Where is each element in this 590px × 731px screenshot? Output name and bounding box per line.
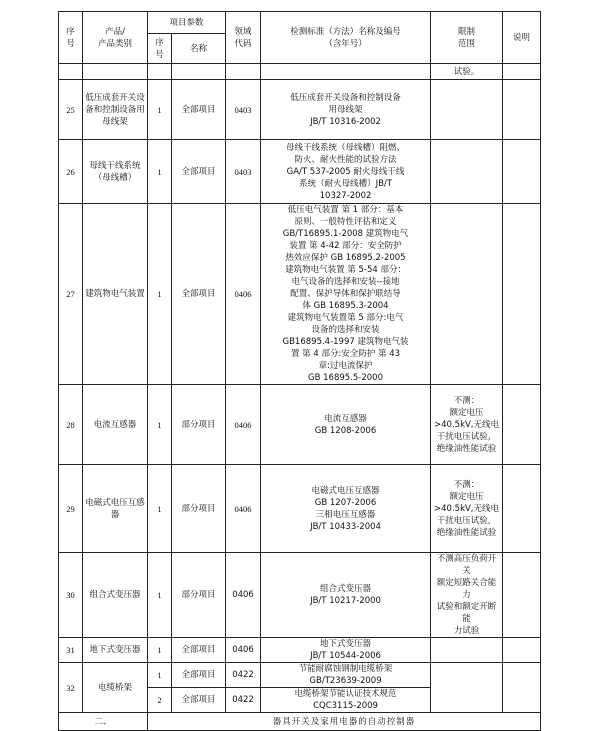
limit-text-line: 额定电压 — [449, 491, 484, 502]
standard-text-line: 体 GB 16895.3-2004 — [302, 301, 389, 311]
standard-text-line: 节能耐腐蚀钢制电缆桥架 — [298, 664, 393, 674]
standard-text-line: 用母线架 — [328, 104, 363, 115]
standard-text-line: JB/T 10217-2000 — [310, 596, 381, 606]
standard-text-line: GB16895.4-1997 建筑物电气装 — [282, 337, 409, 347]
item-number: 1 — [148, 80, 172, 140]
standard-text-line: JB/T 10544-2006 — [310, 651, 381, 661]
cell-empty — [83, 64, 148, 80]
header-param-seq — [148, 34, 172, 64]
standard-text — [261, 140, 431, 204]
standard-text-line: 组合式变压器 — [320, 584, 372, 594]
item-name: 全部项目 — [172, 140, 226, 204]
limit-text — [431, 638, 503, 663]
item-name: 全部项目 — [172, 638, 226, 663]
continuation-row — [59, 64, 541, 80]
standard-text-line: 原则、一般特性评估和定义 — [294, 217, 397, 227]
item-name: 部分项目 — [172, 553, 226, 638]
item-number: 1 — [148, 140, 172, 204]
product-name: 建筑物电气装置 — [83, 204, 148, 385]
product-name: 电磁式电压互感器 — [83, 465, 148, 553]
note-cell — [503, 140, 541, 204]
standard-text-line: GB 1207-2006 — [314, 497, 377, 508]
limit-text-line: >40.5kV,无线电 — [434, 419, 500, 430]
cell-empty — [503, 64, 541, 80]
table-row — [59, 553, 541, 638]
standard-text-line: GB 1208-2006 — [314, 425, 377, 436]
header-seq — [59, 12, 83, 64]
product-name: 电缆桥架 — [83, 663, 148, 713]
domain-code: 0422 — [226, 688, 261, 713]
standard-text-line: 建筑物电气装置 第 5-54 部分： — [285, 265, 406, 275]
header-label: 产品/ 产品类别 — [97, 26, 132, 49]
item-name: 全部项目 — [172, 80, 226, 140]
note-cell — [503, 663, 541, 713]
standard-text-line: 10327-2002 — [319, 190, 372, 201]
item-number: 1 — [148, 204, 172, 385]
domain-code: 0406 — [226, 465, 261, 553]
header-label: 领域 代码 — [234, 26, 252, 49]
domain-code: 0406 — [226, 385, 261, 465]
table-row — [59, 663, 541, 688]
row-number: 32 — [59, 663, 83, 713]
item-number: 1 — [148, 553, 172, 638]
product-name: 组合式变压器 — [83, 553, 148, 638]
domain-code: 0406 — [226, 638, 261, 663]
limit-text — [431, 204, 503, 385]
standard-text-line: 低压成套开关设备和控制设备 — [290, 92, 401, 103]
standard-text-line: 热效应保护 GB 16895.2-2005 — [285, 253, 406, 263]
standard-text-line: 防火、耐火性能的试验方法 — [294, 154, 397, 165]
standard-text — [261, 385, 431, 465]
limit-text-line: 绝缘油性能试验 — [436, 443, 497, 454]
domain-code: 0422 — [226, 663, 261, 688]
section-number: 二、 — [59, 713, 148, 731]
cell-empty — [59, 64, 83, 80]
note-cell — [503, 80, 541, 140]
standard-text-line: 设备的选择和安装 — [311, 325, 380, 335]
product-name: 电流互感器 — [83, 385, 148, 465]
header-label: 序 号 — [155, 37, 164, 60]
standard-text-line: CQC3115-2009 — [313, 701, 378, 711]
standard-text — [261, 465, 431, 553]
item-name: 全部项目 — [172, 663, 226, 688]
row-number: 28 — [59, 385, 83, 465]
row-number: 30 — [59, 553, 83, 638]
standard-text — [261, 553, 431, 638]
standard-text-line: 建筑物电气装置第 5 部分:电气 — [287, 313, 404, 323]
standard-text-line: GB/T23639-2009 — [309, 676, 382, 686]
standard-text-line: JB/T 10316-2002 — [310, 116, 381, 127]
item-number: 1 — [148, 638, 172, 663]
header-param-name: 名称 — [172, 34, 226, 64]
limit-text-line: 不测高压负荷开关 — [436, 554, 497, 576]
standard-text-line: 电流互感器 — [324, 413, 367, 424]
item-name: 全部项目 — [172, 688, 226, 713]
note-cell — [503, 553, 541, 638]
standard-text — [261, 663, 431, 688]
standard-text-line: 电气设备的选择和安装--接地 — [291, 277, 400, 287]
cell-empty — [148, 64, 172, 80]
table-row — [59, 204, 541, 385]
standard-text-line: 章:过电流保护 — [318, 361, 373, 371]
item-number: 2 — [148, 688, 172, 713]
standard-text-line: GB 16895.5-2000 — [308, 373, 383, 383]
table-row — [59, 140, 541, 204]
row-number: 25 — [59, 80, 83, 140]
table-row — [59, 385, 541, 465]
standards-table — [58, 11, 541, 731]
standard-text — [261, 204, 431, 385]
item-number: 1 — [148, 465, 172, 553]
standard-text-line: 系统（耐火母线槽）JB/T — [299, 178, 392, 189]
domain-code: 0403 — [226, 140, 261, 204]
item-name: 全部项目 — [172, 204, 226, 385]
standard-text-line: 地下式变压器 — [320, 639, 372, 649]
note-cell — [503, 465, 541, 553]
limit-text-line: 试验和额定开断能 — [436, 602, 497, 624]
limit-text-line: 不测： — [453, 395, 480, 406]
table-row — [59, 80, 541, 140]
limit-text — [431, 465, 503, 553]
row-number: 31 — [59, 638, 83, 663]
header-note: 说明 — [503, 12, 541, 64]
item-name: 部分项目 — [172, 385, 226, 465]
standard-text — [261, 638, 431, 663]
item-number: 1 — [148, 663, 172, 688]
cell-empty — [172, 64, 226, 80]
limit-text-line: >40.5kV,无线电 — [434, 503, 500, 514]
limit-text-line: 力试验 — [453, 626, 480, 636]
standard-text-line: 母线干线系统（母线槽）阻燃、 — [286, 142, 406, 153]
limit-text — [431, 663, 503, 713]
standard-text-line: 三相电压互感器 — [315, 509, 376, 520]
cell-empty — [261, 64, 431, 80]
product-name: 地下式变压器 — [83, 638, 148, 663]
note-cell — [503, 204, 541, 385]
standard-text-line: JB/T 10433-2004 — [310, 521, 381, 532]
limit-text — [431, 553, 503, 638]
continuation-limit: 试验。 — [431, 64, 503, 80]
header-label: 限制 范围 — [458, 26, 476, 49]
limit-text-line: 绝缘油性能试验 — [436, 527, 497, 538]
standard-text-line: 配置、保护导体和保护联结导 — [290, 289, 401, 299]
product-name: 低压成套开关设备和控制设备用母线架 — [83, 80, 148, 140]
domain-code: 0403 — [226, 80, 261, 140]
standard-text — [261, 688, 431, 713]
table-row — [59, 638, 541, 663]
limit-text-line: 干扰电压试验， — [436, 431, 497, 442]
row-number: 27 — [59, 204, 83, 385]
standard-text-line: 电缆桥架节能认证技术规范 — [294, 689, 397, 699]
section-title: 器具开关及家用电器的自动控制器 — [148, 713, 541, 731]
row-number: 29 — [59, 465, 83, 553]
limit-text-line: 额定短路关合能力 — [436, 578, 497, 600]
header-standard — [261, 12, 431, 64]
table-row — [59, 465, 541, 553]
header-label: 检测标准（方法）名称及编号 （含年号） — [290, 26, 401, 49]
limit-text-line: 干扰电压试验， — [436, 515, 497, 526]
standard-text — [261, 80, 431, 140]
limit-text-line: 不测： — [453, 479, 480, 490]
header-params: 项目参数 — [148, 12, 226, 34]
standard-text-line: 装置 第 4-42 部分：安全防护 — [289, 241, 402, 251]
standard-text-line: GB/T16895.1-2008 建筑物电气 — [282, 229, 409, 239]
header-limit — [431, 12, 503, 64]
standard-text-line: 置 第 4 部分:安全防护 第 43 — [290, 349, 401, 359]
domain-code: 0406 — [226, 553, 261, 638]
header-row — [59, 12, 541, 34]
header-domain-code — [226, 12, 261, 64]
cell-empty — [226, 64, 261, 80]
standard-text-line: 低压电气装置 第 1 部分：基本 — [287, 205, 404, 215]
item-number: 1 — [148, 385, 172, 465]
limit-text-line: 额定电压 — [449, 407, 484, 418]
note-cell — [503, 385, 541, 465]
section-row — [59, 713, 541, 731]
header-product — [83, 12, 148, 64]
header-label: 序 号 — [66, 26, 75, 49]
standard-text-line: 电磁式电压互感器 — [311, 485, 380, 496]
row-number: 26 — [59, 140, 83, 204]
note-cell — [503, 638, 541, 663]
limit-text — [431, 140, 503, 204]
domain-code: 0406 — [226, 204, 261, 385]
limit-text — [431, 80, 503, 140]
standard-text-line: GA/T 537-2005 耐火母线干线 — [286, 166, 405, 177]
product-name: 母线干线系统（母线槽） — [83, 140, 148, 204]
item-name: 部分项目 — [172, 465, 226, 553]
limit-text — [431, 385, 503, 465]
